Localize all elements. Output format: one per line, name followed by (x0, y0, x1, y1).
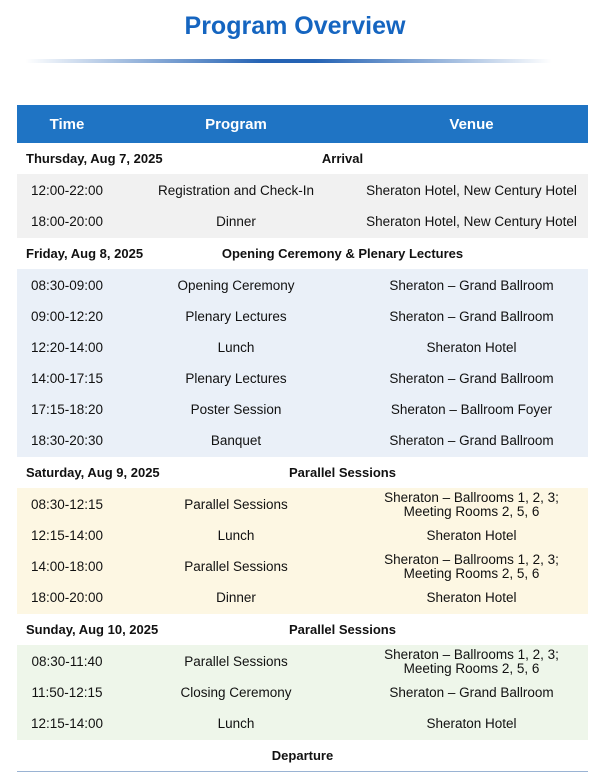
day-heading-thursday (17, 143, 588, 174)
row-program: Parallel Sessions (184, 559, 288, 574)
day-section-saturday (17, 488, 588, 614)
day-section-sunday (17, 645, 588, 740)
row-time: 14:00-18:00 (30, 559, 104, 574)
day-date: Thursday, Aug 7, 2025 (26, 151, 163, 166)
row-program: Closing Ceremony (180, 685, 292, 700)
day-heading-friday (17, 238, 588, 269)
row-time: 11:50-12:15 (31, 685, 103, 700)
row-venue (355, 553, 588, 581)
row-venue: Sheraton Hotel (426, 589, 517, 605)
row-program: Dinner (216, 214, 256, 229)
row-program: Lunch (217, 340, 255, 355)
table-row (17, 677, 588, 708)
day-theme: Parallel Sessions (289, 465, 396, 480)
table-row (17, 363, 588, 394)
row-program: Opening Ceremony (177, 278, 295, 293)
table-row (17, 520, 588, 551)
row-venue-line2: Meeting Rooms 2, 5, 6 (403, 503, 540, 519)
row-time: 18:00-20:00 (30, 590, 104, 605)
row-time: 18:00-20:00 (30, 214, 104, 229)
row-venue (355, 648, 588, 676)
row-time: 12:00-22:00 (30, 183, 104, 198)
row-program: Plenary Lectures (185, 309, 287, 324)
row-time: 08:30-09:00 (30, 278, 104, 293)
row-time: 08:30-11:40 (31, 654, 103, 669)
row-venue-line1: Sheraton – Ballrooms 1, 2, 3; (384, 646, 559, 662)
row-venue-line2: Meeting Rooms 2, 5, 6 (403, 565, 540, 581)
day-date: Friday, Aug 8, 2025 (26, 246, 144, 261)
row-venue (355, 491, 588, 519)
departure-footer: Departure (17, 740, 588, 772)
page-title: Program Overview (184, 12, 406, 40)
row-venue-line1: Sheraton – Ballrooms 1, 2, 3; (384, 551, 559, 567)
row-venue: Sheraton Hotel (426, 339, 517, 355)
row-venue: Sheraton – Grand Ballroom (389, 432, 554, 448)
row-venue: Sheraton – Grand Ballroom (389, 277, 554, 293)
table-row (17, 708, 588, 739)
row-program: Poster Session (190, 402, 282, 417)
row-program: Banquet (210, 433, 262, 448)
table-row (17, 582, 588, 613)
row-time: 12:15-14:00 (30, 528, 104, 543)
row-program: Parallel Sessions (184, 497, 288, 512)
row-program: Plenary Lectures (185, 371, 287, 386)
row-venue-line2: Meeting Rooms 2, 5, 6 (403, 660, 540, 676)
table-row (17, 301, 588, 332)
table-header (17, 105, 588, 143)
table-row (17, 394, 588, 425)
table-row (17, 332, 588, 363)
table-row (17, 270, 588, 301)
day-date: Sunday, Aug 10, 2025 (26, 622, 159, 637)
row-time: 08:30-12:15 (30, 497, 104, 512)
title-divider (25, 59, 552, 63)
table-row (17, 551, 588, 582)
row-venue-line1: Sheraton – Ballrooms 1, 2, 3; (384, 489, 559, 505)
row-time: 18:30-20:30 (30, 433, 104, 448)
day-section-friday (17, 269, 588, 457)
day-heading-saturday (17, 457, 588, 488)
header-time: Time (49, 115, 85, 133)
table-row (17, 489, 588, 520)
row-program: Dinner (216, 590, 256, 605)
row-venue: Sheraton Hotel, New Century Hotel (366, 213, 577, 229)
header-venue: Venue (449, 115, 494, 133)
row-program: Lunch (217, 716, 255, 731)
day-theme: Parallel Sessions (289, 622, 396, 637)
row-venue: Sheraton – Grand Ballroom (389, 684, 554, 700)
row-time: 14:00-17:15 (30, 371, 104, 386)
row-program: Registration and Check-In (157, 183, 315, 198)
row-venue: Sheraton Hotel (426, 715, 517, 731)
table-row (17, 425, 588, 456)
row-time: 12:20-14:00 (30, 340, 104, 355)
row-program: Lunch (217, 528, 255, 543)
row-venue: Sheraton Hotel (426, 527, 517, 543)
row-program: Parallel Sessions (184, 654, 288, 669)
row-venue: Sheraton – Ballroom Foyer (390, 401, 553, 417)
day-theme: Opening Ceremony & Plenary Lectures (221, 246, 464, 261)
row-time: 09:00-12:20 (30, 309, 104, 324)
program-table (17, 105, 588, 772)
row-venue: Sheraton Hotel, New Century Hotel (366, 182, 577, 198)
day-date: Saturday, Aug 9, 2025 (26, 465, 160, 480)
table-row (17, 646, 588, 677)
table-row (17, 175, 588, 206)
row-time: 12:15-14:00 (30, 716, 104, 731)
header-program: Program (205, 115, 267, 133)
row-time: 17:15-18:20 (30, 402, 104, 417)
day-heading-sunday (17, 614, 588, 645)
table-row (17, 206, 588, 237)
day-theme: Arrival (321, 151, 364, 166)
day-section-thursday (17, 174, 588, 238)
row-venue: Sheraton – Grand Ballroom (389, 308, 554, 324)
row-venue: Sheraton – Grand Ballroom (389, 370, 554, 386)
